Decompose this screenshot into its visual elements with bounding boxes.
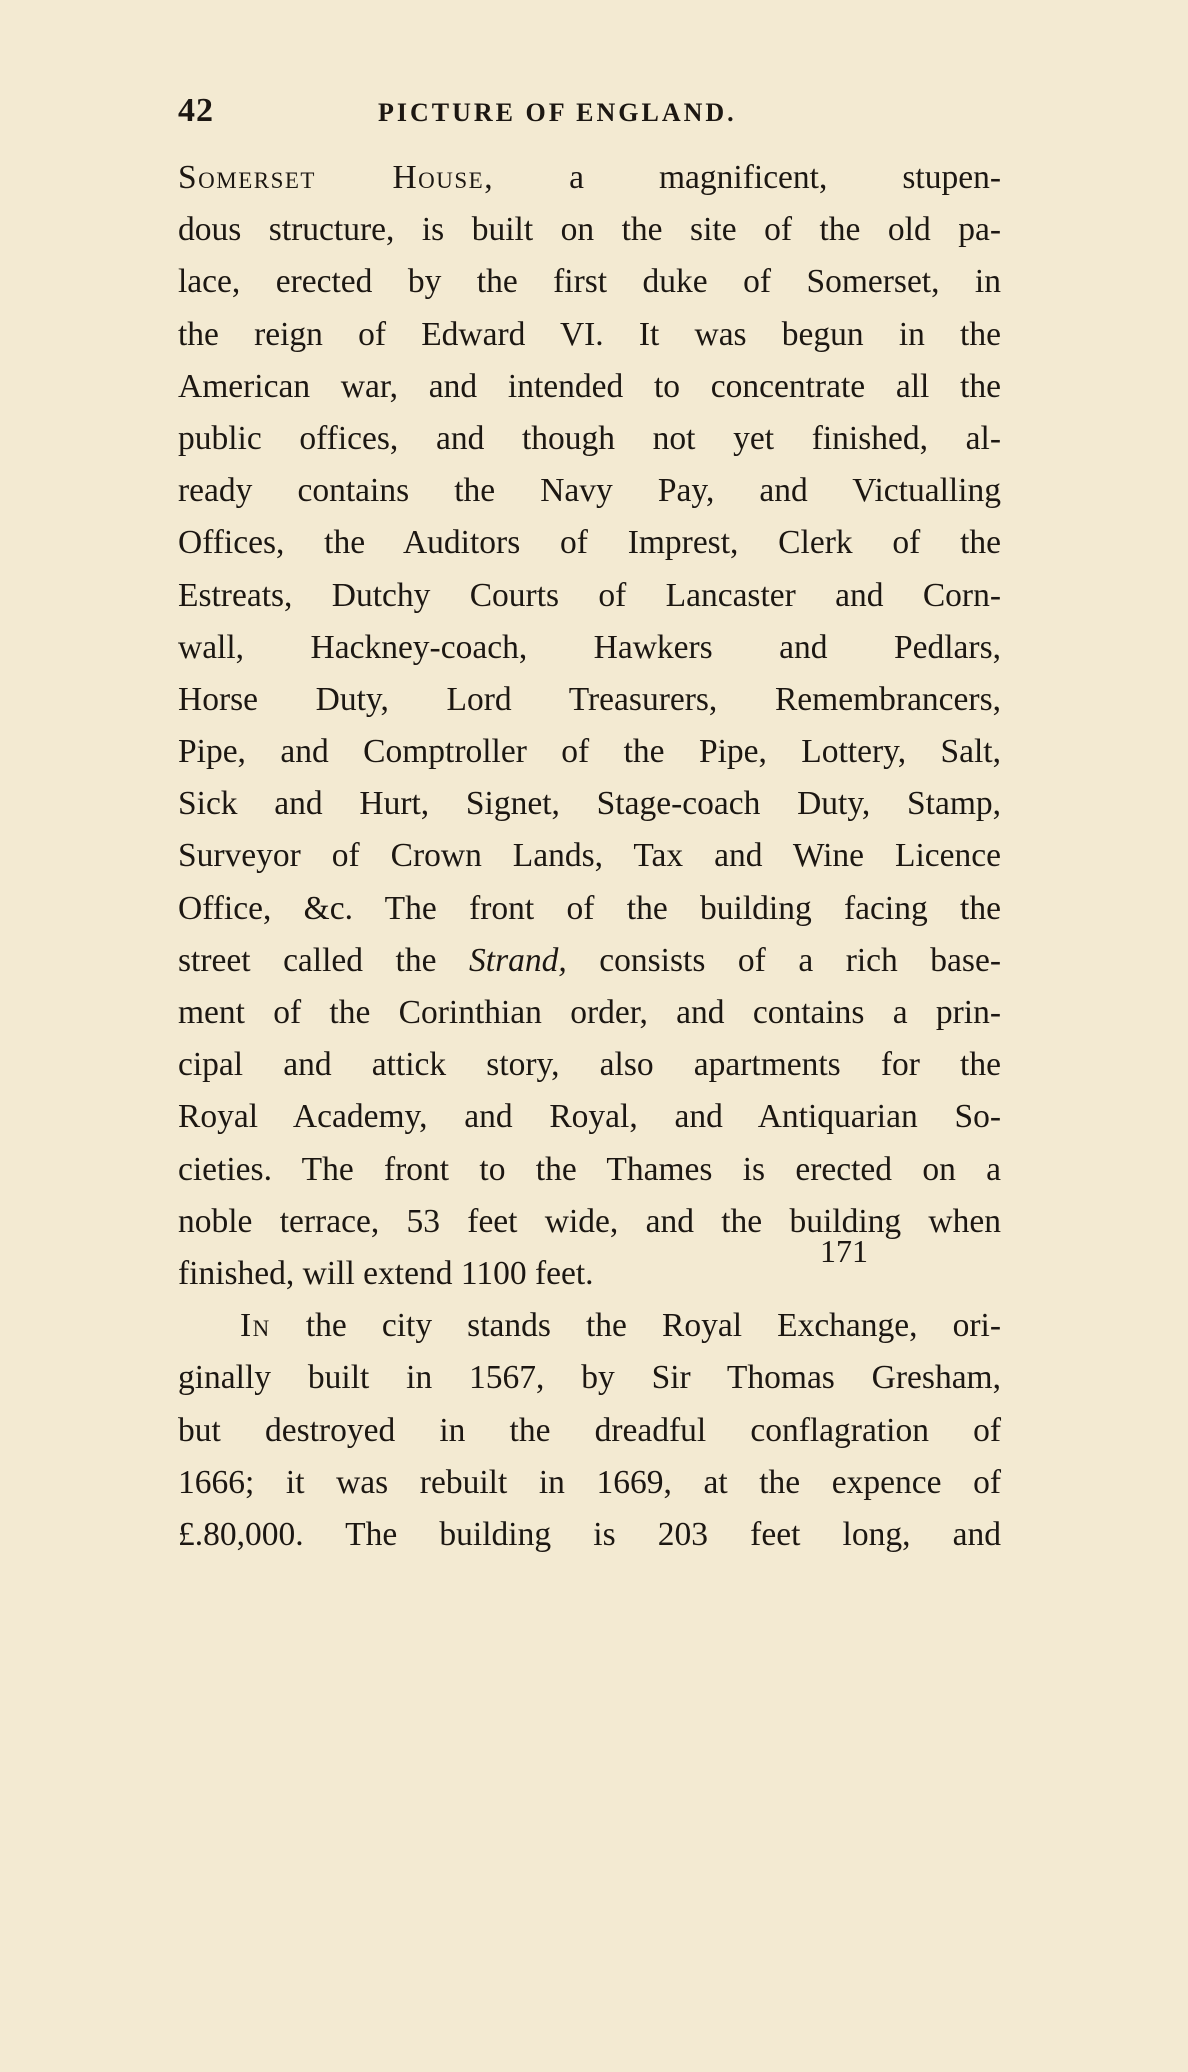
text-line: public offices, and though not yet finished, al- xyxy=(178,419,1001,457)
text-line: In the city stands the Royal Exchange, ori- xyxy=(240,1307,1001,1345)
text-line: Horse Duty, Lord Treasurers, Remembrancers, xyxy=(178,680,1001,718)
text-line: American war, and intended to concentrate all the xyxy=(178,367,1001,405)
page-number: 42 xyxy=(178,92,214,129)
text-line: Office, &c. The front of the building facing the xyxy=(178,889,1001,927)
text-line: Somerset House, a magnificent, stupen- xyxy=(178,159,1001,196)
text-line: ginally built in 1567, by Sir Thomas Gresham, xyxy=(178,1359,1001,1397)
text-line: the reign of Edward VI. It was begun in the xyxy=(178,315,1001,353)
running-title: PICTURE OF ENGLAND. xyxy=(378,98,737,127)
text-line: finished, will extend 1100 feet. xyxy=(178,1254,594,1292)
text-line: Sick and Hurt, Signet, Stage-coach Duty, Stamp, xyxy=(178,785,1001,823)
body-text xyxy=(178,152,1001,1561)
text-line: Pipe, and Comptroller of the Pipe, Lottery, Salt, xyxy=(178,733,1001,771)
text-line: Royal Academy, and Royal, and Antiquarian So- xyxy=(178,1098,1001,1136)
text-line: £.80,000. The building is 203 feet long, and xyxy=(178,1515,1001,1553)
text-line: dous structure, is built on the site of the old pa- xyxy=(178,211,1001,249)
text-line: Offices, the Auditors of Imprest, Clerk of the xyxy=(178,524,1001,562)
paragraph-lead: In xyxy=(240,1307,271,1345)
text-line: street called the Strand, consists of a rich base- xyxy=(178,941,1001,979)
text-line: Estreats, Dutchy Courts of Lancaster and Corn- xyxy=(178,576,1001,614)
text-line: cipal and attick story, also apartments for the xyxy=(178,1046,1001,1084)
paragraph-lead: Somerset House, xyxy=(178,159,495,196)
catchword: 171 xyxy=(820,1233,868,1269)
page-header xyxy=(178,92,1038,142)
text-line: 1666; it was rebuilt in 1669, at the expence of xyxy=(178,1463,1001,1501)
text-line: Surveyor of Crown Lands, Tax and Wine Licence xyxy=(178,837,1001,875)
italic-word: Strand, xyxy=(469,941,567,979)
text-line: but destroyed in the dreadful conflagration of xyxy=(178,1411,1001,1449)
text-line: ready contains the Navy Pay, and Victualling xyxy=(178,472,1001,510)
text-line: noble terrace, 53 feet wide, and the building when xyxy=(178,1202,1001,1240)
text-line: cieties. The front to the Thames is erected on a xyxy=(178,1150,1001,1188)
text-line: wall, Hackney-coach, Hawkers and Pedlars, xyxy=(178,628,1001,666)
text-line: ment of the Corinthian order, and contains a prin- xyxy=(178,994,1001,1031)
text-line: lace, erected by the first duke of Somerset, in xyxy=(178,263,1001,301)
